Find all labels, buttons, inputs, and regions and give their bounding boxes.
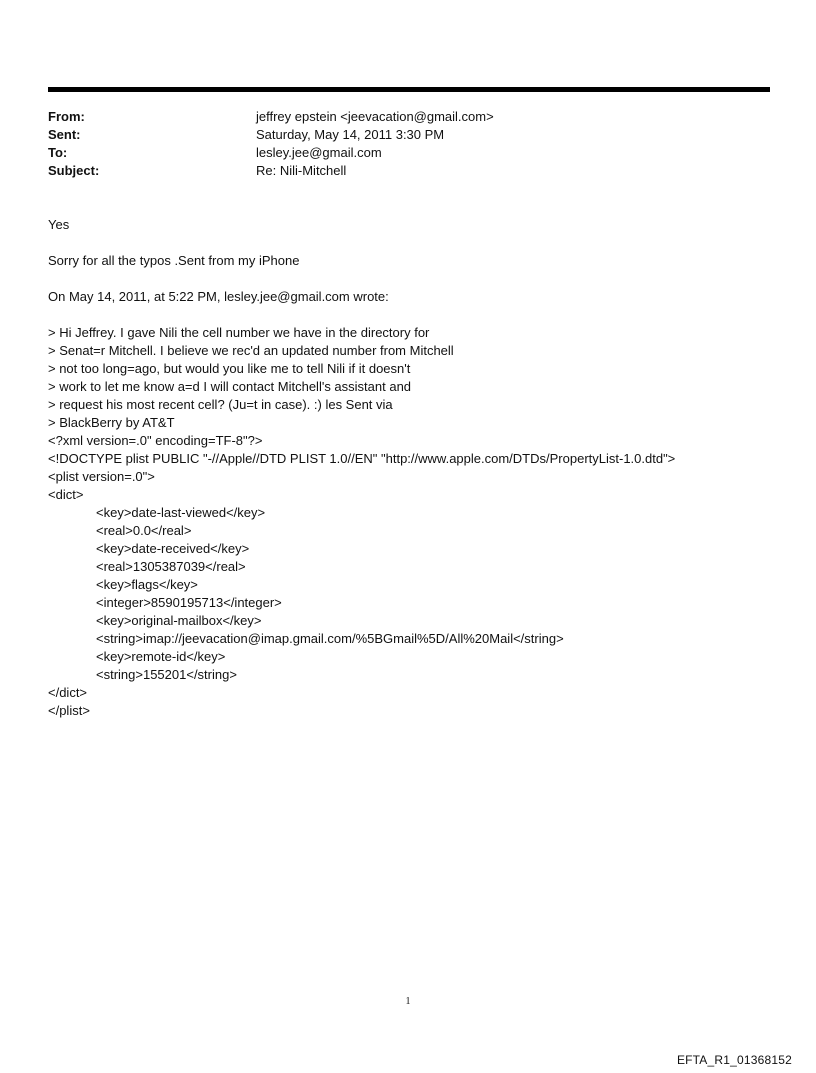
quoted-line: > Senat=r Mitchell. I believe we rec'd an updated number from Mitchell bbox=[48, 343, 454, 358]
plist-entry: <key>flags</key> bbox=[96, 577, 198, 592]
document-id: EFTA_R1_01368152 bbox=[676, 1053, 792, 1067]
plist-line: <?xml version=.0" encoding=TF-8"?> bbox=[48, 433, 263, 448]
quoted-line: > BlackBerry by AT&T bbox=[48, 415, 175, 430]
plist-line: <plist version=.0"> bbox=[48, 469, 155, 484]
from-label: From: bbox=[48, 109, 85, 124]
to-value: lesley.jee@gmail.com bbox=[256, 145, 382, 160]
to-row bbox=[48, 144, 768, 162]
subject-value: Re: Nili-Mitchell bbox=[256, 163, 347, 178]
email-header bbox=[48, 108, 768, 180]
subject-label: Subject: bbox=[48, 163, 100, 178]
to-label: To: bbox=[48, 145, 68, 160]
quoted-line: > request his most recent cell? (Ju=t in case). :) les Sent via bbox=[48, 397, 393, 412]
sent-value: Saturday, May 14, 2011 3:30 PM bbox=[256, 127, 445, 142]
plist-line: <dict> bbox=[48, 487, 84, 502]
quoted-line: > work to let me know a=d I will contact Mitchell's assistant and bbox=[48, 379, 412, 394]
from-row bbox=[48, 108, 768, 126]
plist-entry: <string>155201</string> bbox=[96, 667, 237, 682]
reply-text: Yes bbox=[48, 217, 70, 232]
plist-entry: <key>original-mailbox</key> bbox=[96, 613, 262, 628]
plist-line: <!DOCTYPE plist PUBLIC "-//Apple//DTD PLIST 1.0//EN" "http://www.apple.com/DTDs/PropertyList-1.0.dtd"> bbox=[48, 451, 676, 466]
subject-row bbox=[48, 162, 768, 180]
plist-entry: <real>0.0</real> bbox=[96, 523, 192, 538]
plist-entry: <key>date-last-viewed</key> bbox=[96, 505, 266, 520]
sent-label: Sent: bbox=[48, 127, 81, 142]
quoted-line: > not too long=ago, but would you like me to tell Nili if it doesn't bbox=[48, 361, 411, 376]
signature-text: Sorry for all the typos .Sent from my iPhone bbox=[48, 253, 300, 268]
quote-intro: On May 14, 2011, at 5:22 PM, lesley.jee@gmail.com wrote: bbox=[48, 289, 389, 304]
plist-entry: <key>date-received</key> bbox=[96, 541, 250, 556]
plist-entry: <integer>8590195713</integer> bbox=[96, 595, 282, 610]
page-number: 1 bbox=[405, 996, 411, 1007]
plist-line: </dict> bbox=[48, 685, 88, 700]
quoted-message bbox=[48, 324, 768, 432]
from-value: jeffrey epstein <jeevacation@gmail.com> bbox=[256, 109, 494, 124]
sent-row bbox=[48, 126, 768, 144]
plist-entry: <key>remote-id</key> bbox=[96, 649, 226, 664]
plist-block bbox=[48, 432, 768, 720]
quoted-line: > Hi Jeffrey. I gave Nili the cell number we have in the directory for bbox=[48, 325, 430, 340]
email-body bbox=[48, 216, 768, 720]
plist-entry: <real>1305387039</real> bbox=[96, 559, 246, 574]
plist-entry: <string>imap://jeevacation@imap.gmail.com/%5BGmail%5D/All%20Mail</string> bbox=[96, 631, 564, 646]
plist-line: </plist> bbox=[48, 703, 90, 718]
header-divider bbox=[48, 87, 770, 92]
